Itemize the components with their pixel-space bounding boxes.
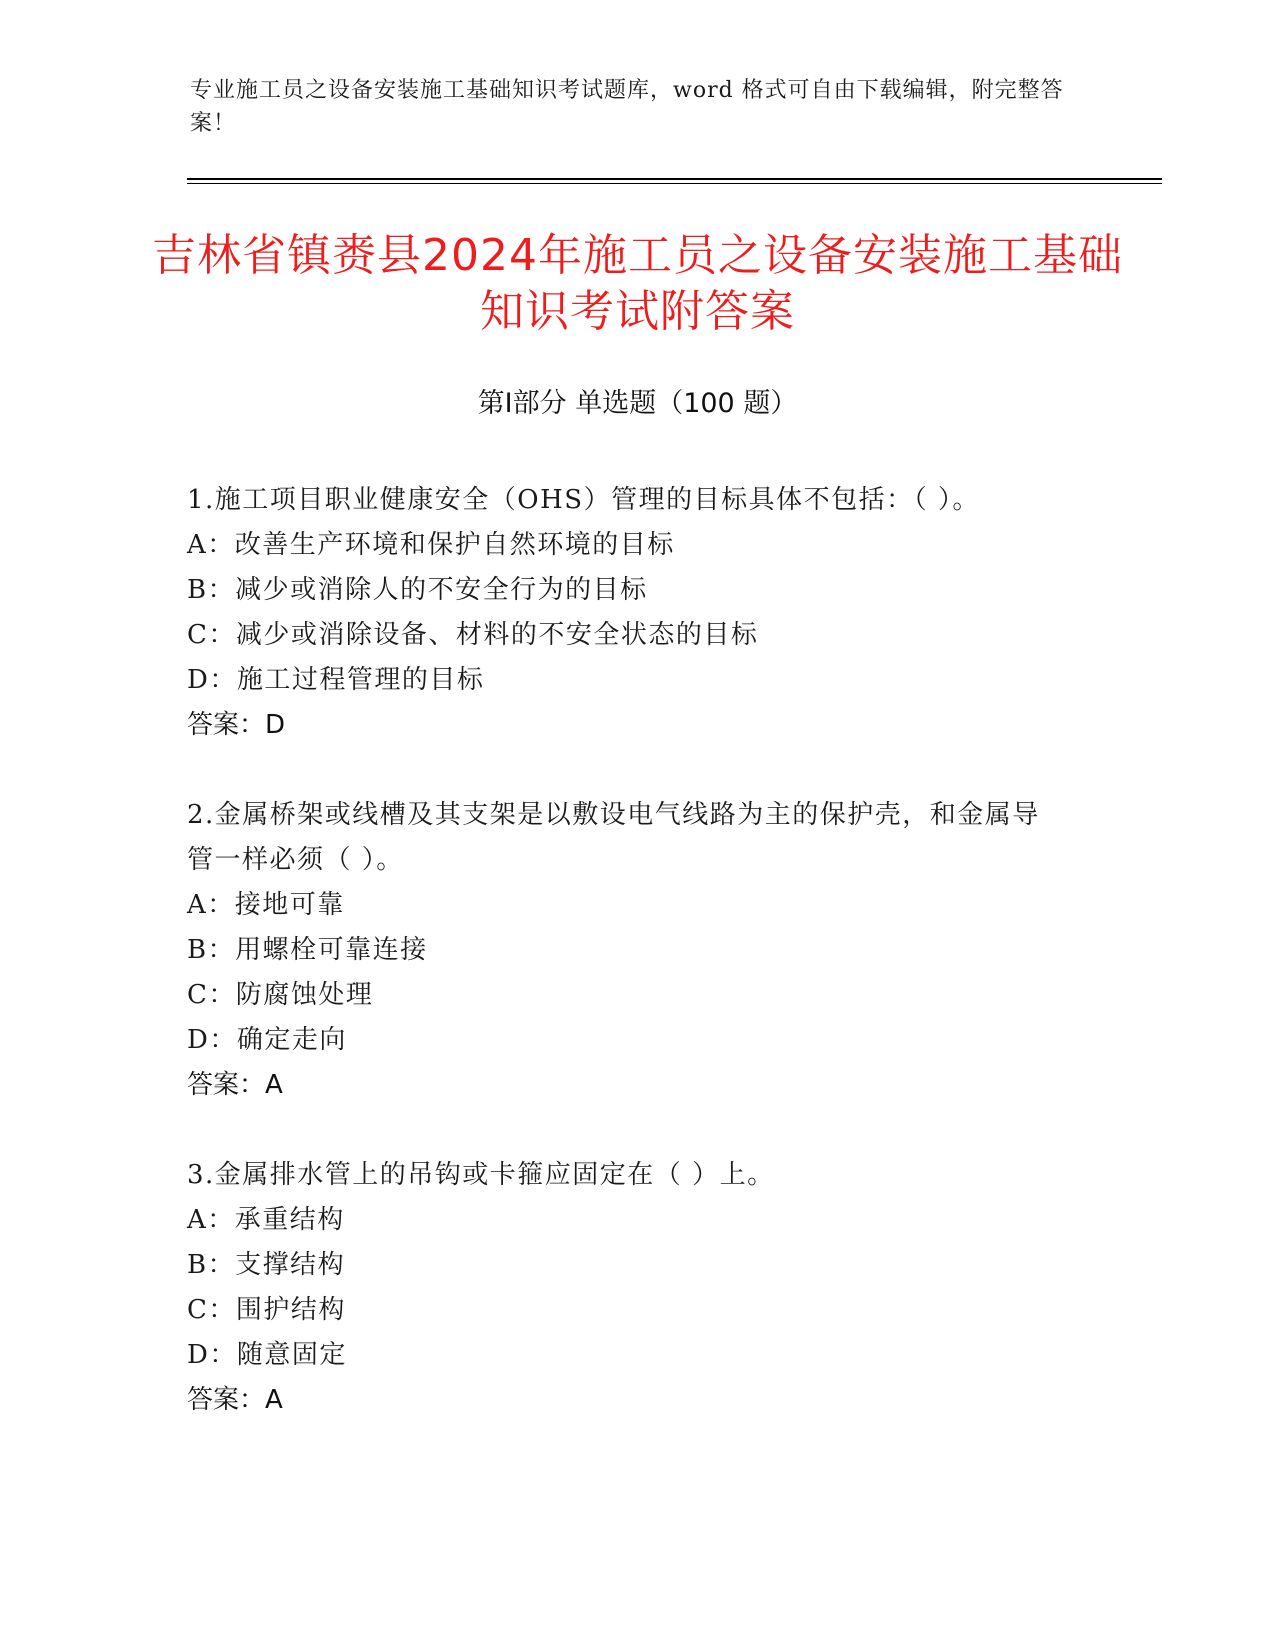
question-option-a: A：改善生产环境和保护自然环境的目标 <box>187 530 675 560</box>
question-stem: 1.施工项目职业健康安全（OHS）管理的目标具体不包括：（ ）。 <box>187 485 980 515</box>
header-divider-thick <box>187 178 1162 180</box>
question-option-c: C：防腐蚀处理 <box>187 980 374 1010</box>
question-list <box>187 478 1067 1468</box>
question-option-d: D：施工过程管理的目标 <box>187 665 485 695</box>
header-note: 专业施工员之设备安装施工基础知识考试题库，word 格式可自由下载编辑，附完整答案！ <box>190 78 1064 136</box>
question-option-d: D：确定走向 <box>187 1025 347 1055</box>
question-item <box>187 793 1067 1108</box>
question-item <box>187 1153 1067 1423</box>
question-option-b: B：减少或消除人的不安全行为的目标 <box>187 575 648 605</box>
question-option-b: B：用螺栓可靠连接 <box>187 935 428 965</box>
question-answer: 答案：A <box>187 1070 283 1100</box>
document-title: 吉林省镇赉县2024年施工员之设备安装施工基础知识考试附答案 <box>152 230 1123 337</box>
question-option-d: D：随意固定 <box>187 1340 347 1370</box>
question-stem: 3.金属排水管上的吊钩或卡箍应固定在（ ）上。 <box>187 1160 775 1190</box>
question-option-c: C：围护结构 <box>187 1295 346 1325</box>
question-option-a: A：承重结构 <box>187 1205 345 1235</box>
question-stem: 2.金属桥架或线槽及其支架是以敷设电气线路为主的保护壳，和金属导管一样必须（ ）。 <box>187 800 1040 875</box>
question-answer: 答案：A <box>187 1385 283 1415</box>
question-option-a: A：接地可靠 <box>187 890 345 920</box>
section-title: 第Ⅰ部分 单选题（100 题） <box>477 388 798 419</box>
question-option-c: C：减少或消除设备、材料的不安全状态的目标 <box>187 620 759 650</box>
question-answer: 答案：D <box>187 710 286 740</box>
header-divider-thin <box>187 183 1162 184</box>
question-option-b: B：支撑结构 <box>187 1250 346 1280</box>
question-item <box>187 478 1067 748</box>
